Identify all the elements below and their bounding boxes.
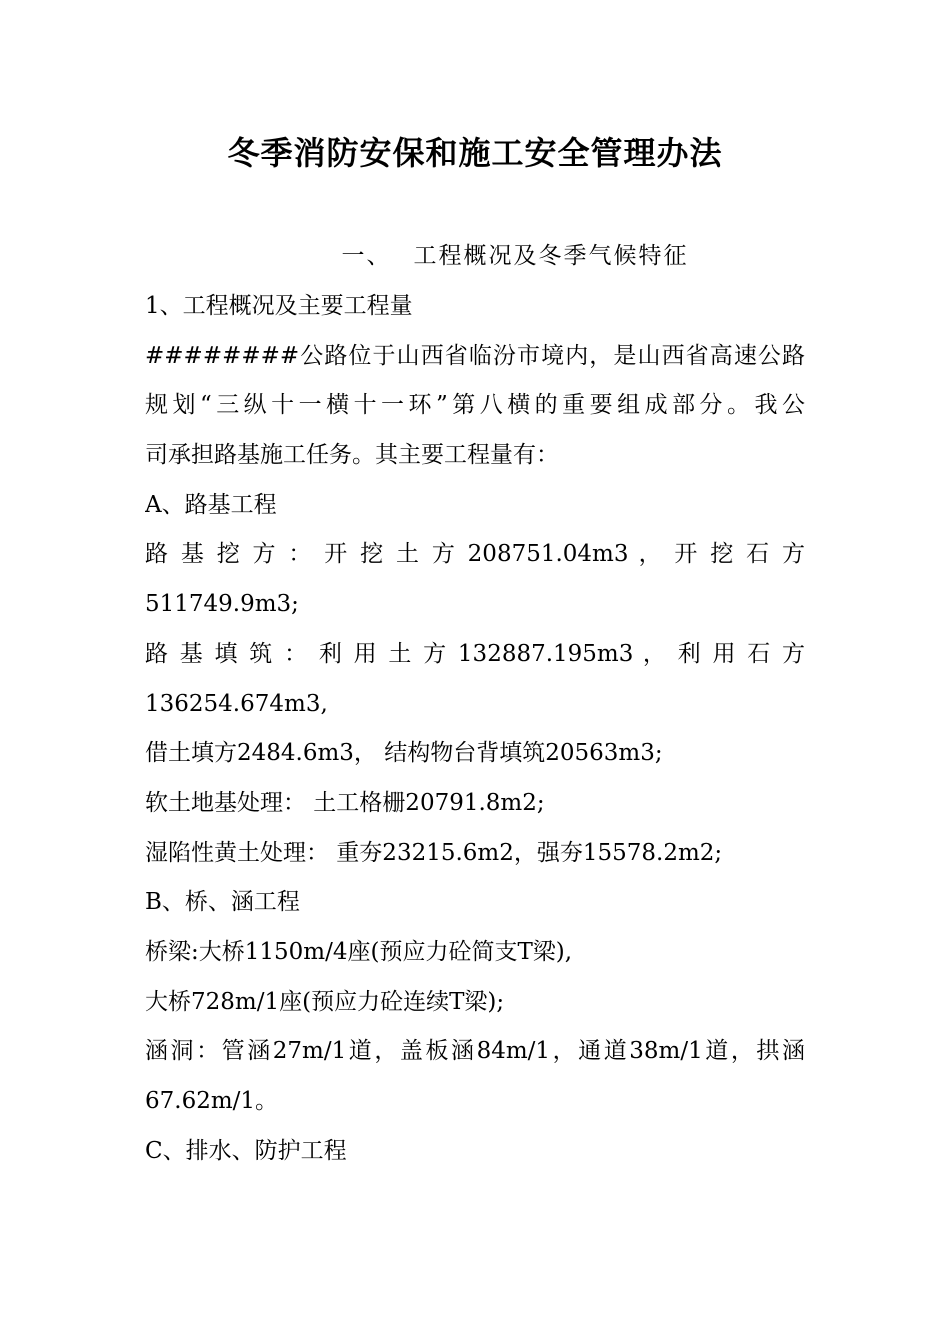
document-body: [145, 286, 805, 1180]
paragraph-line: ########公路位于山西省临汾市境内，是山西省高速公路: [145, 342, 805, 369]
paragraph-line: 软土地基处理： 土工格栅20791.8m2;: [145, 789, 545, 816]
paragraph-line: 借土填方2484.6m3， 结构物台背填筑20563m3;: [145, 740, 663, 767]
section-number: 一、: [341, 243, 392, 269]
paragraph-line: 桥梁:大桥1150m/4座(预应力砼简支T梁),: [145, 938, 573, 965]
paragraph-line: 路 基 填 筑 ： 利 用 土 方 132887.195m3 ， 利 用 石 方: [145, 640, 805, 667]
paragraph-line: 136254.674m3,: [145, 690, 328, 717]
paragraph-line: B、桥、涵工程: [145, 889, 300, 916]
paragraph-line: 司承担路基施工任务。其主要工程量有：: [145, 442, 559, 469]
paragraph-line: 67.62m/1。: [145, 1088, 279, 1114]
paragraph-line: 涵洞：管涵27m/1道，盖板涵84m/1，通道38m/1道，拱涵: [145, 1038, 805, 1065]
paragraph-line: 1、工程概况及主要工程量: [145, 293, 413, 319]
section-heading: [0, 236, 950, 276]
section-title: 工程概况及冬季气候特征: [413, 243, 689, 269]
document-title: 冬季消防安保和施工安全管理办法: [227, 134, 723, 172]
paragraph-line: 湿陷性黄土处理： 重夯23215.6m2，强夯15578.2m2;: [145, 839, 723, 866]
paragraph-line: 511749.9m3;: [145, 591, 299, 618]
paragraph-line: 规划“三纵十一横十一环”第八横的重要组成部分。我公: [145, 392, 805, 419]
paragraph-line: 路 基 挖 方 ： 开 挖 土 方 208751.04m3 ， 开 挖 石 方: [145, 541, 805, 568]
paragraph-line: C、排水、防护工程: [145, 1137, 347, 1164]
paragraph-line: 大桥728m/1座(预应力砼连续T梁);: [145, 988, 505, 1015]
paragraph-line: A、路基工程: [145, 491, 277, 518]
